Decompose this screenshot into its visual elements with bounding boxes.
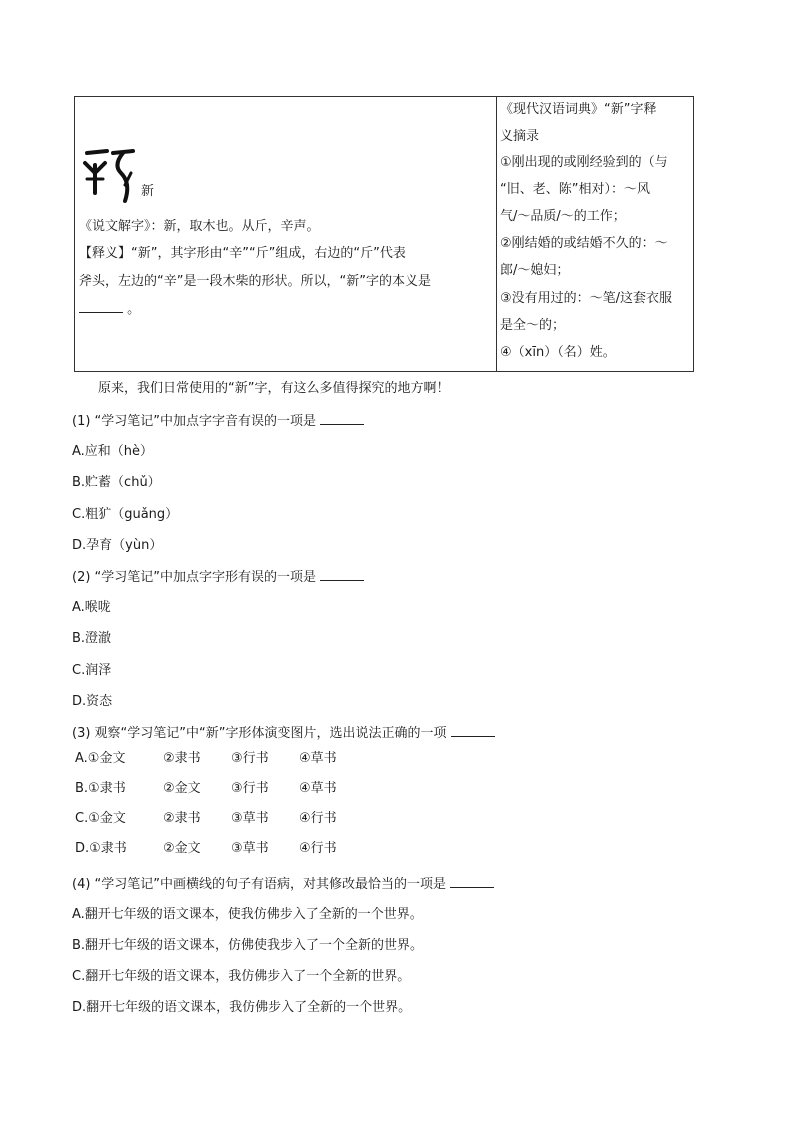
question-2-stem [72, 568, 364, 586]
q4-option-d[interactable]: D.翻开七年级的语文课本，我仿佛步入了全新的一个世界。 [72, 1000, 412, 1015]
q2-option-b[interactable]: B.澄澈 [72, 631, 112, 646]
table-divider [496, 97, 497, 371]
dict-line: 义摘录 [500, 129, 540, 144]
dict-line: 气/～品质/～的工作； [500, 209, 626, 224]
q3-c-3: ③草书 [231, 811, 269, 826]
question-1-stem [72, 412, 364, 430]
answer-blank[interactable] [450, 875, 494, 888]
dict-line: 郎/～媳妇； [500, 263, 570, 278]
q3-a-3: ③行书 [231, 751, 269, 766]
q4-option-c[interactable]: C.翻开七年级的语文课本，我仿佛步入了一个全新的世界。 [72, 969, 411, 984]
shiyi-line-1: 【释义】“新”，其字形由“辛”“斤”组成，右边的“斤”代表 [79, 246, 406, 261]
dict-line: ③没有用过的：～笔/这套衣服 [500, 291, 673, 306]
q3-a-2: ②隶书 [163, 751, 201, 766]
q3-a-1: A.①金文 [75, 751, 126, 766]
q3-a-4: ④草书 [299, 751, 337, 766]
q3-d-4: ④行书 [299, 841, 337, 856]
dict-line: ②刚结婚的或结婚不久的：～ [500, 236, 668, 251]
ancient-xin-glyph-image [81, 143, 137, 205]
answer-blank[interactable] [320, 412, 364, 425]
q3-d-1: D.①隶书 [75, 841, 127, 856]
q3-d-3: ③草书 [231, 841, 269, 856]
question-3-text: (3) 观察“学习笔记”中“新”字形体演变图片，选出说法正确的一项 [72, 726, 447, 741]
etymology-cell [77, 97, 493, 371]
q1-option-a[interactable]: A.应和（hè） [72, 444, 154, 459]
q2-option-d[interactable]: D.资态 [72, 694, 113, 709]
question-4-text: (4) “学习笔记”中画横线的句子有语病，对其修改最恰当的一项是 [72, 877, 447, 892]
question-3-stem [72, 724, 495, 742]
shuowen-quote: 《说文解字》：新，取木也。从斤，辛声。 [79, 219, 320, 234]
q2-option-c[interactable]: C.润泽 [72, 663, 112, 678]
q3-c-4: ④行书 [299, 811, 337, 826]
dict-line: 是全～的； [500, 318, 566, 333]
question-1-text: (1) “学习笔记”中加点字字音有误的一项是 [72, 414, 317, 429]
question-4-stem [72, 875, 494, 893]
dictionary-cell [500, 97, 692, 371]
q3-d-2: ②金文 [163, 841, 201, 856]
shiyi-line-3-suffix: 。 [127, 302, 141, 317]
q3-b-3: ③行书 [231, 781, 269, 796]
answer-blank[interactable] [79, 300, 123, 313]
character-info-table [74, 96, 694, 372]
dict-line: ④（xīn）（名）姓。 [500, 345, 616, 360]
q4-option-a[interactable]: A.翻开七年级的语文课本，使我仿佛步入了全新的一个世界。 [72, 907, 423, 922]
q4-option-b[interactable]: B.翻开七年级的语文课本，仿佛使我步入了一个全新的世界。 [72, 938, 424, 953]
q3-b-1: B.①隶书 [75, 781, 126, 796]
xin-character-label: 新 [141, 184, 155, 199]
shiyi-line-2: 斧头，左边的“辛”是一段木柴的形状。所以，“新”字的本义是 [79, 274, 431, 289]
answer-blank[interactable] [320, 568, 364, 581]
q3-c-1: C.①金文 [75, 811, 126, 826]
question-2-text: (2) “学习笔记”中加点字字形有误的一项是 [72, 570, 317, 585]
answer-blank[interactable] [451, 724, 495, 737]
dict-line: ①刚出现的或刚经验到的（与 [500, 155, 668, 170]
q1-option-c[interactable]: C.粗犷（guǎng） [72, 507, 179, 522]
q1-option-b[interactable]: B.贮蓄（chǔ） [72, 475, 161, 490]
dict-line: 《现代汉语词典》“新”字释 [500, 102, 657, 117]
dict-line: “旧、老、陈”相对）：～风 [500, 182, 650, 197]
q3-b-4: ④草书 [299, 781, 337, 796]
q3-c-2: ②隶书 [163, 811, 201, 826]
shiyi-line-3 [79, 300, 493, 318]
q3-b-2: ②金文 [163, 781, 201, 796]
intro-sentence: 原来，我们日常使用的“新”字，有这么多值得探究的地方啊！ [98, 381, 450, 396]
q2-option-a[interactable]: A.喉咙 [72, 600, 111, 615]
q1-option-d[interactable]: D.孕育（yùn） [72, 538, 163, 553]
